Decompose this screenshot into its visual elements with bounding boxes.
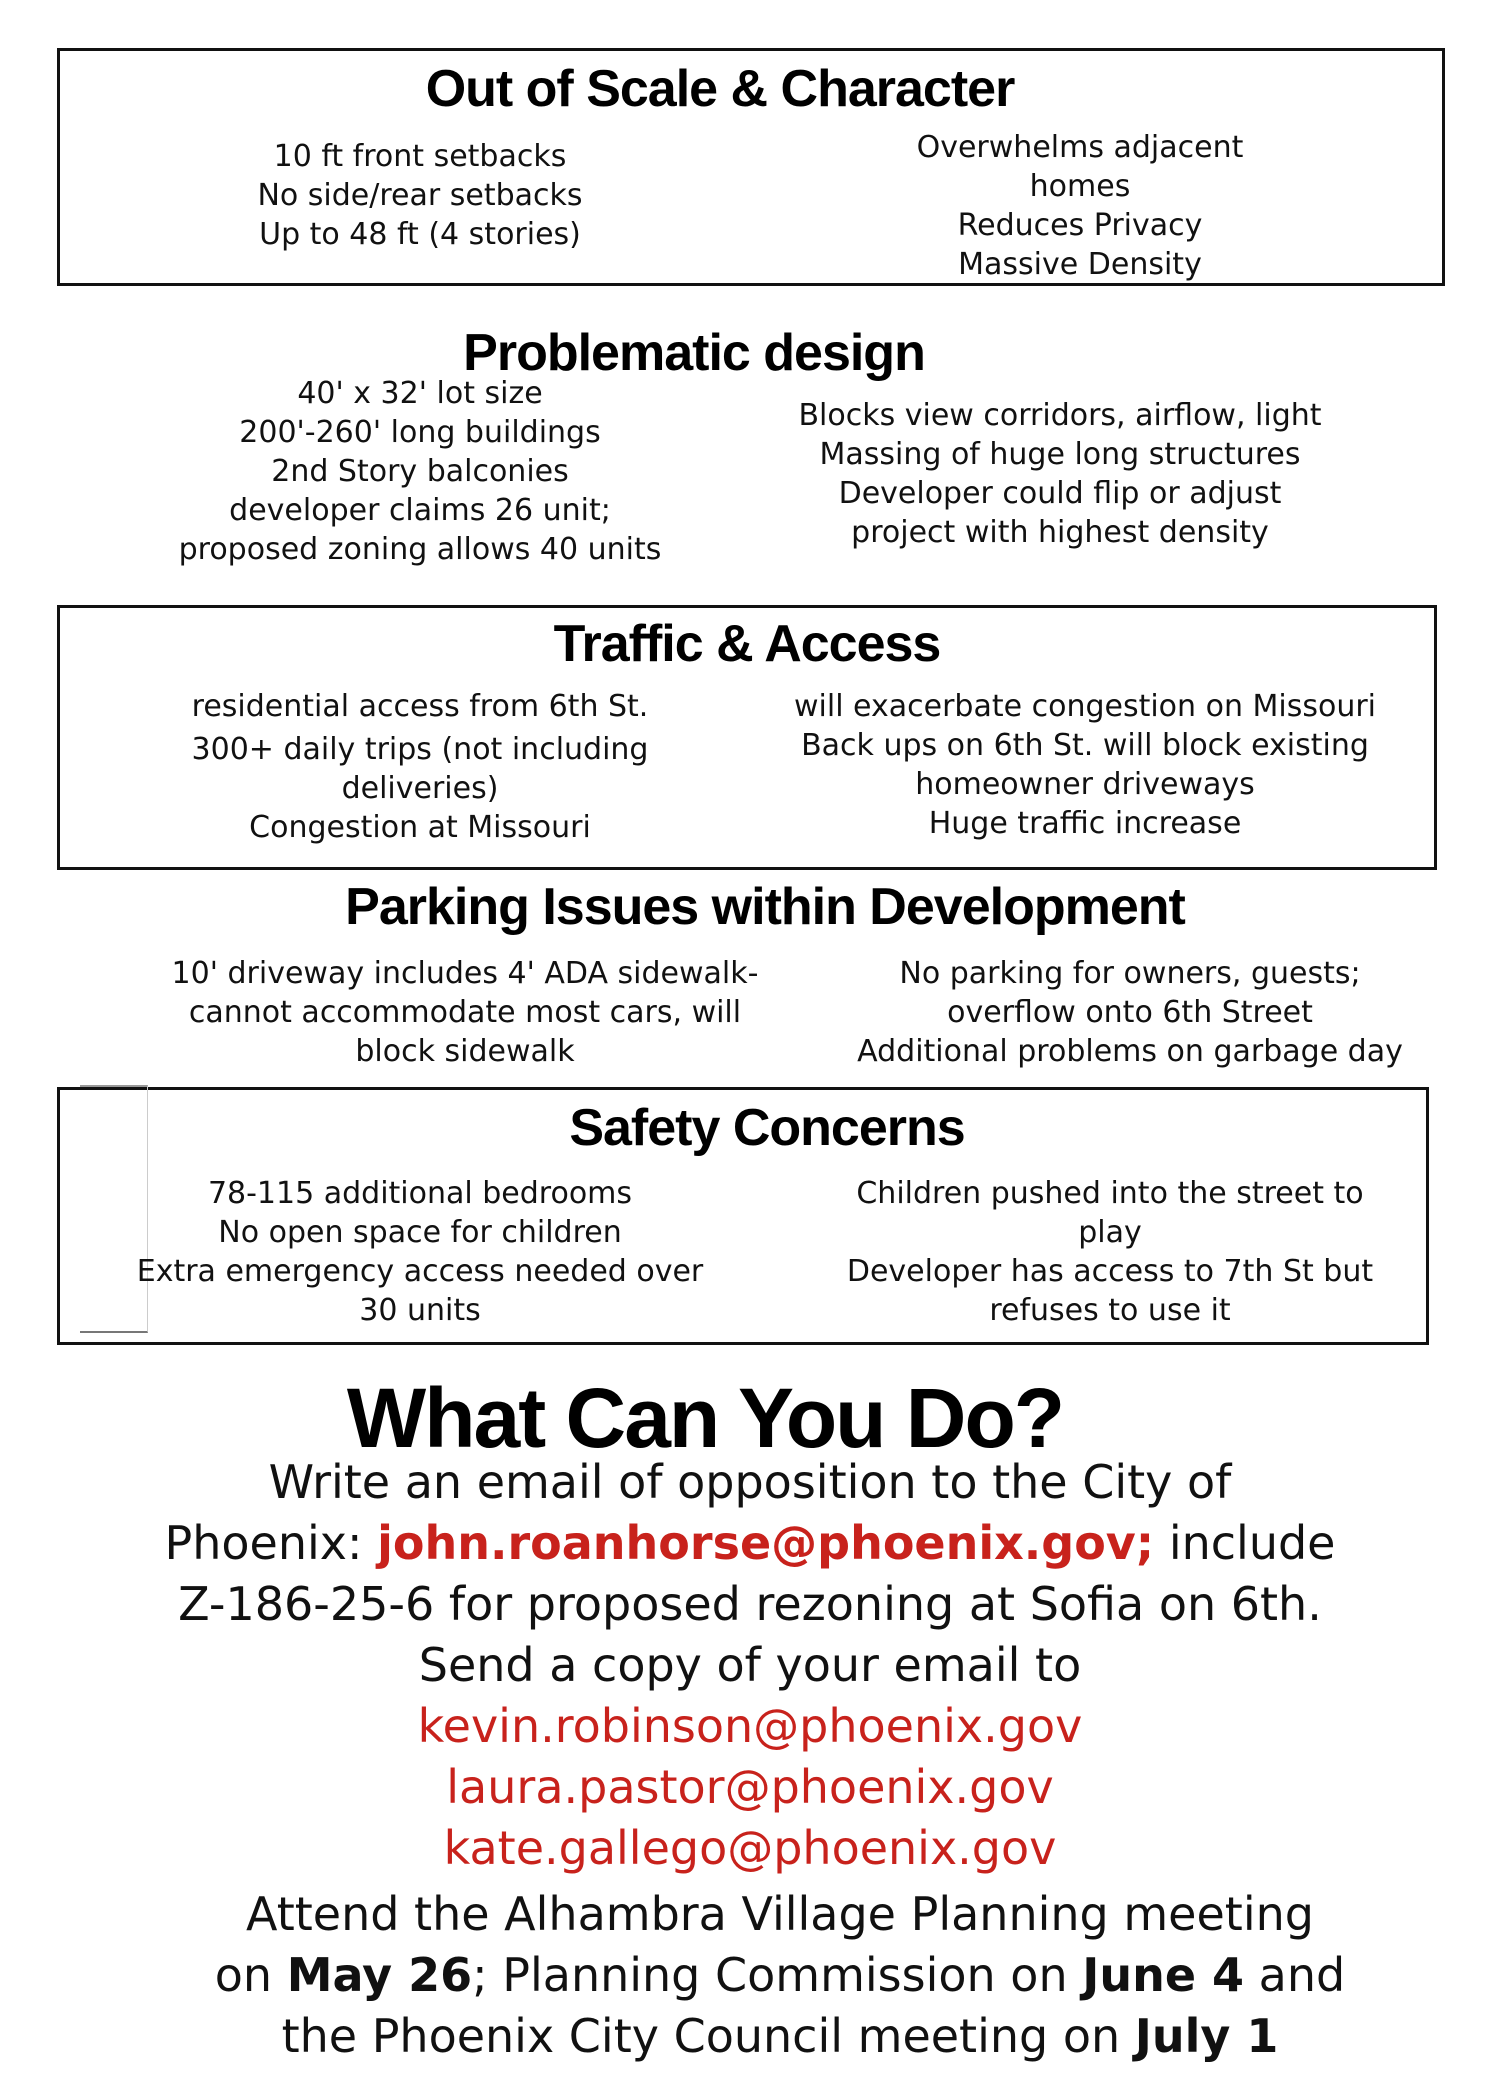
- parking-right-line: Additional problems on garbage day: [857, 1034, 1403, 1069]
- section-scale-right: [840, 128, 1320, 284]
- parking-left-line: cannot accommodate most cars, will: [188, 995, 742, 1030]
- traffic-right-line: will exacerbate congestion on Missouri: [793, 689, 1377, 724]
- cta-line-2: [0, 1513, 1500, 1574]
- design-right-line: Blocks view corridors, airflow, light: [798, 398, 1322, 433]
- traffic-left-line: Congestion at Missouri: [249, 810, 591, 845]
- parking-right-line: No parking for owners, guests;: [899, 956, 1361, 991]
- cc-email-kate[interactable]: kate.gallego@phoenix.gov: [443, 1821, 1057, 1875]
- safety-left-line: 78-115 additional bedrooms: [207, 1176, 633, 1211]
- attend-2-pre: on: [214, 1948, 287, 2002]
- safety-left-line: Extra emergency access needed over: [136, 1254, 704, 1289]
- cc-email-kevin[interactable]: kevin.robinson@phoenix.gov: [417, 1699, 1083, 1753]
- scale-left-line: 10 ft front setbacks: [273, 139, 567, 174]
- section-title-design: Problematic design: [463, 324, 925, 382]
- design-right-line: Developer could flip or adjust: [838, 476, 1282, 511]
- design-left-line: 40' x 32' lot size: [297, 376, 543, 411]
- section-safety-left: [110, 1174, 730, 1330]
- safety-right-line: Developer has access to 7th St but: [846, 1254, 1374, 1289]
- safety-right-line: refuses to use it: [989, 1293, 1231, 1328]
- scale-left-line: Up to 48 ft (4 stories): [259, 217, 581, 252]
- section-safety-right: [800, 1174, 1420, 1330]
- cta-line-3: Z-186-25-6 for proposed rezoning at Sofia on 6th.: [178, 1577, 1322, 1631]
- safety-left-line: No open space for children: [218, 1215, 622, 1250]
- attend-2-mid: ; Planning Commission on: [472, 1948, 1083, 2002]
- section-title-scale: Out of Scale & Character: [425, 60, 1015, 118]
- traffic-left-line: 300+ daily trips (not including: [191, 732, 649, 767]
- design-left-line: developer claims 26 unit;: [229, 493, 611, 528]
- date-planning-commission: June 4: [1082, 1948, 1245, 2002]
- attend-3-pre: the Phoenix City Council meeting on: [281, 2009, 1135, 2063]
- section-parking-right: [820, 954, 1440, 1071]
- cta-line-1: Write an email of opposition to the City of: [268, 1455, 1232, 1509]
- attend-2-post: and: [1244, 1948, 1346, 2002]
- traffic-right-line: Back ups on 6th St. will block existing: [801, 728, 1369, 763]
- design-left-line: 2nd Story balconies: [271, 454, 569, 489]
- scale-right-line: Overwhelms adjacent: [916, 130, 1244, 165]
- safety-right-line: Children pushed into the street to: [856, 1176, 1364, 1211]
- cta-line-2-pre: Phoenix:: [164, 1516, 378, 1570]
- parking-right-line: overflow onto 6th Street: [947, 995, 1313, 1030]
- scale-right-line: Reduces Privacy: [957, 208, 1203, 243]
- section-design-right: [760, 396, 1360, 552]
- section-design-left: [140, 374, 700, 569]
- design-left-line: 200'-260' long buildings: [239, 415, 601, 450]
- section-title-safety: Safety Concerns: [569, 1099, 965, 1157]
- parking-left-line: 10' driveway includes 4' ADA sidewalk-: [171, 956, 759, 991]
- traffic-left-line: residential access from 6th St.: [191, 689, 649, 724]
- section-title-parking: Parking Issues within Development: [345, 878, 1185, 936]
- section-scale-left: [180, 137, 660, 254]
- parking-left-line: block sidewalk: [355, 1034, 575, 1069]
- design-right-line: project with highest density: [851, 515, 1269, 550]
- attend-line-2: [30, 1945, 1500, 2006]
- section-traffic-left: [130, 687, 710, 847]
- section-traffic-right: [755, 687, 1415, 843]
- cta-title: What Can You Do?: [346, 1371, 1064, 1465]
- cta-line-4: Send a copy of your email to: [418, 1638, 1082, 1692]
- primary-email-link[interactable]: john.roanhorse@phoenix.gov;: [377, 1516, 1155, 1570]
- scale-right-line: Massive Density: [958, 247, 1202, 282]
- section-parking-left: [130, 954, 800, 1071]
- scale-right-line: homes: [1029, 169, 1131, 204]
- date-village-meeting: May 26: [286, 1948, 473, 2002]
- safety-left-line: 30 units: [359, 1293, 481, 1328]
- cc-email-laura[interactable]: laura.pastor@phoenix.gov: [446, 1760, 1054, 1814]
- traffic-right-line: homeowner driveways: [915, 767, 1255, 802]
- attend-line-1: Attend the Alhambra Village Planning meeting: [246, 1887, 1314, 1941]
- cta-line-2-post: include: [1154, 1516, 1336, 1570]
- traffic-right-line: Huge traffic increase: [928, 806, 1242, 841]
- design-left-line: proposed zoning allows 40 units: [178, 532, 662, 567]
- section-title-traffic: Traffic & Access: [553, 615, 941, 673]
- scale-left-line: No side/rear setbacks: [257, 178, 583, 213]
- attend-line-3: [30, 2006, 1500, 2067]
- design-right-line: Massing of huge long structures: [819, 437, 1301, 472]
- date-city-council: July 1: [1134, 2009, 1279, 2063]
- traffic-left-line: deliveries): [341, 771, 499, 806]
- safety-right-line: play: [1078, 1215, 1142, 1250]
